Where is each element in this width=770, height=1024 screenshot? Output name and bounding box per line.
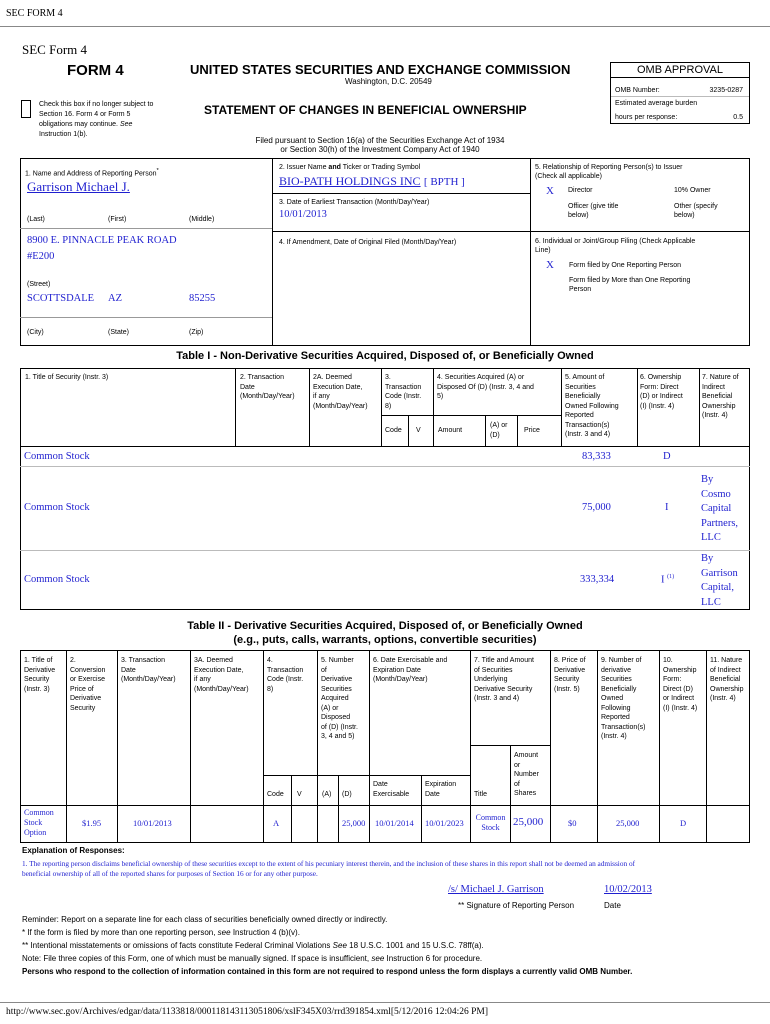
- one-person-check[interactable]: X: [546, 259, 554, 271]
- t2-h2: 2. Conversion or Exercise Price of Derivative Security: [70, 657, 106, 712]
- note-2: ** Intentional misstatements or omissions of facts constitute Federal Criminal Violations See 18 U.S.C. 1001 and 15 U.S.C. 78ff(a).: [22, 941, 484, 950]
- t2-h10: 10. Ownership Form: Direct (D) or Indirect (I) (Instr. 4): [663, 657, 698, 712]
- footer-url: http://www.sec.gov/Archives/edgar/data/1133818/000118143113051806/xslF345X03/rrd391854.xml[5/12/2016 12:04:26 PM]: [6, 1007, 488, 1017]
- t2-row-owned: 25,000: [616, 818, 640, 828]
- table-row-nature: By Garrison Capital, LLC: [701, 553, 738, 608]
- city-label: (City): [27, 329, 44, 336]
- t2-h3a: 3A. Deemed Execution Date, if any (Month/Day/Year): [194, 657, 249, 693]
- t2-row-a: 25,000: [342, 818, 366, 828]
- t2-h3: 3. Transaction Date (Month/Day/Year): [121, 657, 176, 683]
- t2-sub-d: (D): [342, 791, 352, 798]
- t2-sub-code: Code: [267, 791, 284, 798]
- box4-label: 4. If Amendment, Date of Original Filed (Month/Day/Year): [279, 239, 457, 246]
- t1-sub-price: Price: [524, 427, 540, 434]
- t1-h7: 7. Nature of Indirect Beneficial Ownership (Instr. 4): [702, 374, 739, 419]
- street-address: 8900 E. PINNACLE PEAK ROAD #E200: [27, 235, 177, 262]
- other-label: Other (specify below): [674, 203, 718, 219]
- reporting-person-name[interactable]: Garrison Michael J.: [27, 179, 130, 194]
- box3-label: 3. Date of Earliest Transaction (Month/Day/Year): [279, 199, 430, 206]
- t2-h9: 9. Number of derivative Securities Beneficially Owned Following Reported Transaction(s) (Instr. 4): [601, 657, 646, 740]
- table-row-owned: 333,334: [580, 574, 615, 585]
- filed-pursuant: Filed pursuant to Section 16(a) of the Securities Exchange Act of 1934 or Section 30(h) of the Investment Company Act of 1940: [255, 136, 505, 154]
- table-row-nature: By Cosmo Capital Partners, LLC: [701, 474, 739, 543]
- t1-sub-v: V: [416, 427, 421, 434]
- explanation-text: 1. The reporting person disclaims beneficial ownership of these securities except to the extent of his pecuniary interest therein, and the inclusion of these shares in this report shall not be deemed an admission of beneficial ownership of all of the reported shares for purposes of Section 16 or for any other purpose.: [22, 859, 636, 878]
- earliest-transaction-date: 10/01/2013: [279, 209, 327, 220]
- t2-h7: 7. Title and Amount of Securities Underlying Derivative Security (Instr. 3 and 4): [474, 657, 534, 702]
- table-row-owned: 83,333: [582, 451, 611, 462]
- t2-row-title: Common Stock Option: [24, 808, 54, 837]
- date-label: Date: [604, 901, 621, 910]
- table1-title: Table I - Non-Derivative Securities Acquired, Disposed of, or Beneficially Owned: [176, 350, 594, 362]
- signature-label: ** Signature of Reporting Person: [458, 901, 575, 910]
- omb-hours-value: 0.5: [733, 114, 743, 121]
- reminder: Reminder: Report on a separate line for each class of securities beneficially owned directly or indirectly.: [22, 915, 388, 924]
- browser-header: SEC FORM 4: [6, 8, 63, 19]
- t2-h6: 6. Date Exercisable and Expiration Date (Month/Day/Year): [373, 657, 448, 683]
- omb-number-value: 3235-0287: [709, 87, 743, 94]
- omb-hours-label: hours per response:: [615, 114, 678, 121]
- sec-form-label: SEC Form 4: [22, 42, 88, 57]
- header-divider: [0, 26, 770, 27]
- table-row-title: Common Stock: [24, 502, 90, 513]
- commission-title: UNITED STATES SECURITIES AND EXCHANGE COMMISSION: [190, 62, 571, 77]
- t2-row-expiration: 10/01/2023: [425, 818, 464, 828]
- table-row-form: I: [665, 502, 669, 513]
- ticker[interactable]: [ BPTH ]: [423, 176, 465, 188]
- table-row-owned: 75,000: [582, 502, 611, 513]
- director-check[interactable]: X: [546, 185, 554, 197]
- last-label: (Last): [27, 216, 45, 223]
- t1-h5: 5. Amount of Securities Beneficially Owned Following Reported Transaction(s) (Instr. 3 and 4): [565, 374, 619, 438]
- t1-sub-code: Code: [385, 427, 402, 434]
- t1-h2: 2. Transaction Date (Month/Day/Year): [240, 374, 295, 400]
- t2-row-form: D: [680, 818, 687, 828]
- t1-h3: 3. Transaction Code (Instr. 8): [385, 374, 422, 410]
- persons-note: Persons who respond to the collection of information contained in this form are not required to respond unless the form displays a currently valid OMB Number.: [22, 967, 633, 976]
- issuer-name: [279, 174, 465, 189]
- t2-h8: 8. Price of Derivative Security (Instr. 5): [554, 657, 586, 693]
- signature-date: 10/02/2013: [604, 884, 652, 895]
- t2-row-exercisable: 10/01/2014: [375, 818, 414, 828]
- city: SCOTTSDALE: [27, 293, 95, 304]
- t1-h2a: 2A. Deemed Execution Date, if any (Month/Day/Year): [313, 374, 368, 410]
- no-longer-subject-checkbox[interactable]: [21, 100, 31, 118]
- t2-row-price: $1.95: [82, 818, 102, 828]
- note-3: Note: File three copies of this Form, one of which must be manually signed. If space is insufficient, see Instruction 6 for procedure.: [22, 954, 483, 963]
- t2-row-under-amount: 25,000: [513, 816, 544, 828]
- t2-row-code: A: [273, 818, 280, 828]
- t2-sub-exercisable: Date Exercisable: [373, 781, 410, 798]
- t2-row-date: 10/01/2013: [133, 818, 172, 828]
- table-row-form: I $^{(1)}$: [661, 574, 675, 586]
- more-person-label: Form filed by More than One Reporting Person: [569, 277, 691, 293]
- t2-h4: 4. Transaction Code (Instr. 8): [267, 657, 304, 693]
- zip: 85255: [189, 293, 216, 304]
- t2-sub-title: Title: [474, 791, 487, 798]
- explanation-label: Explanation of Responses:: [22, 846, 125, 855]
- table-row-title: Common Stock: [24, 574, 90, 585]
- checkbox-text: Check this box if no longer subject to Section 16. Form 4 or Form 5 obligations may continue. See Instruction 1(b).: [39, 101, 154, 138]
- notes: [22, 913, 632, 978]
- omb-approval-box: [610, 62, 750, 124]
- t1-h1: 1. Title of Security (Instr. 3): [25, 374, 109, 381]
- box6-label: 6. Individual or Joint/Group Filing (Check Applicable Line): [535, 238, 696, 254]
- t1-h6: 6. Ownership Form: Direct (D) or Indirect (I) (Instr. 4): [640, 374, 683, 410]
- box1-label: 1. Name and Address of Reporting Person*: [25, 168, 159, 178]
- first-label: (First): [108, 216, 127, 223]
- officer-label: Officer (give title below): [568, 203, 619, 219]
- omb-title: OMB APPROVAL: [611, 63, 749, 78]
- issuer-link[interactable]: BIO-PATH HOLDINGS INC: [279, 174, 421, 188]
- state-label: (State): [108, 329, 130, 336]
- one-person-label: Form filed by One Reporting Person: [569, 262, 682, 269]
- form-title: FORM 4: [67, 62, 124, 79]
- t1-h4: 4. Securities Acquired (A) or Disposed Of (D) (Instr. 3, 4 and 5): [437, 374, 534, 400]
- table-row-title: Common Stock: [24, 451, 90, 462]
- table2-title: Table II - Derivative Securities Acquired, Disposed of, or Beneficially Owned (e.g., puts, calls, warrants, options, convertible securities): [187, 620, 583, 646]
- omb-burden-label: Estimated average burden: [615, 100, 698, 107]
- t1-sub-amount: Amount: [438, 427, 463, 434]
- t2-sub-amount: Amount or Number of Shares: [514, 752, 539, 797]
- t2-sub-v: V: [297, 791, 302, 798]
- state: AZ: [108, 293, 122, 304]
- omb-number-label: OMB Number:: [615, 87, 660, 94]
- signature: /s/ Michael J. Garrison: [448, 884, 544, 895]
- t2-h1: 1. Title of Derivative Security (Instr. 3): [24, 657, 56, 693]
- t1-sub-aord: (A) or (D): [490, 422, 508, 439]
- statement-title: STATEMENT OF CHANGES IN BENEFICIAL OWNERSHIP: [204, 103, 527, 117]
- t2-h11: 11. Nature of Indirect Beneficial Ownership (Instr. 4): [710, 657, 744, 702]
- box2-label: 2. Issuer Name and Ticker or Trading Symbol: [279, 164, 421, 171]
- zip-label: (Zip): [189, 329, 204, 336]
- middle-label: (Middle): [189, 216, 215, 223]
- t2-h5: 5. Number of Derivative Securities Acquired (A) or Disposed of (D) (Instr. 3, 4 and 5): [321, 657, 358, 740]
- t2-row-deriv-price: $0: [568, 818, 577, 828]
- t2-sub-a: (A): [322, 791, 332, 798]
- table-row-form: D: [663, 451, 671, 462]
- washington: Washington, D.C. 20549: [345, 77, 432, 86]
- street-label: (Street): [27, 281, 51, 288]
- box5-label: 5. Relationship of Reporting Person(s) to Issuer (Check all applicable): [535, 164, 683, 180]
- note-1: * If the form is filed by more than one reporting person, see Instruction 4 (b)(v).: [22, 928, 300, 937]
- director-label: Director: [568, 187, 593, 194]
- ten-pct-owner-label: 10% Owner: [674, 187, 711, 194]
- t2-sub-expiration: Expiration Date: [425, 781, 457, 798]
- t2-row-under-title: Common Stock: [475, 813, 506, 832]
